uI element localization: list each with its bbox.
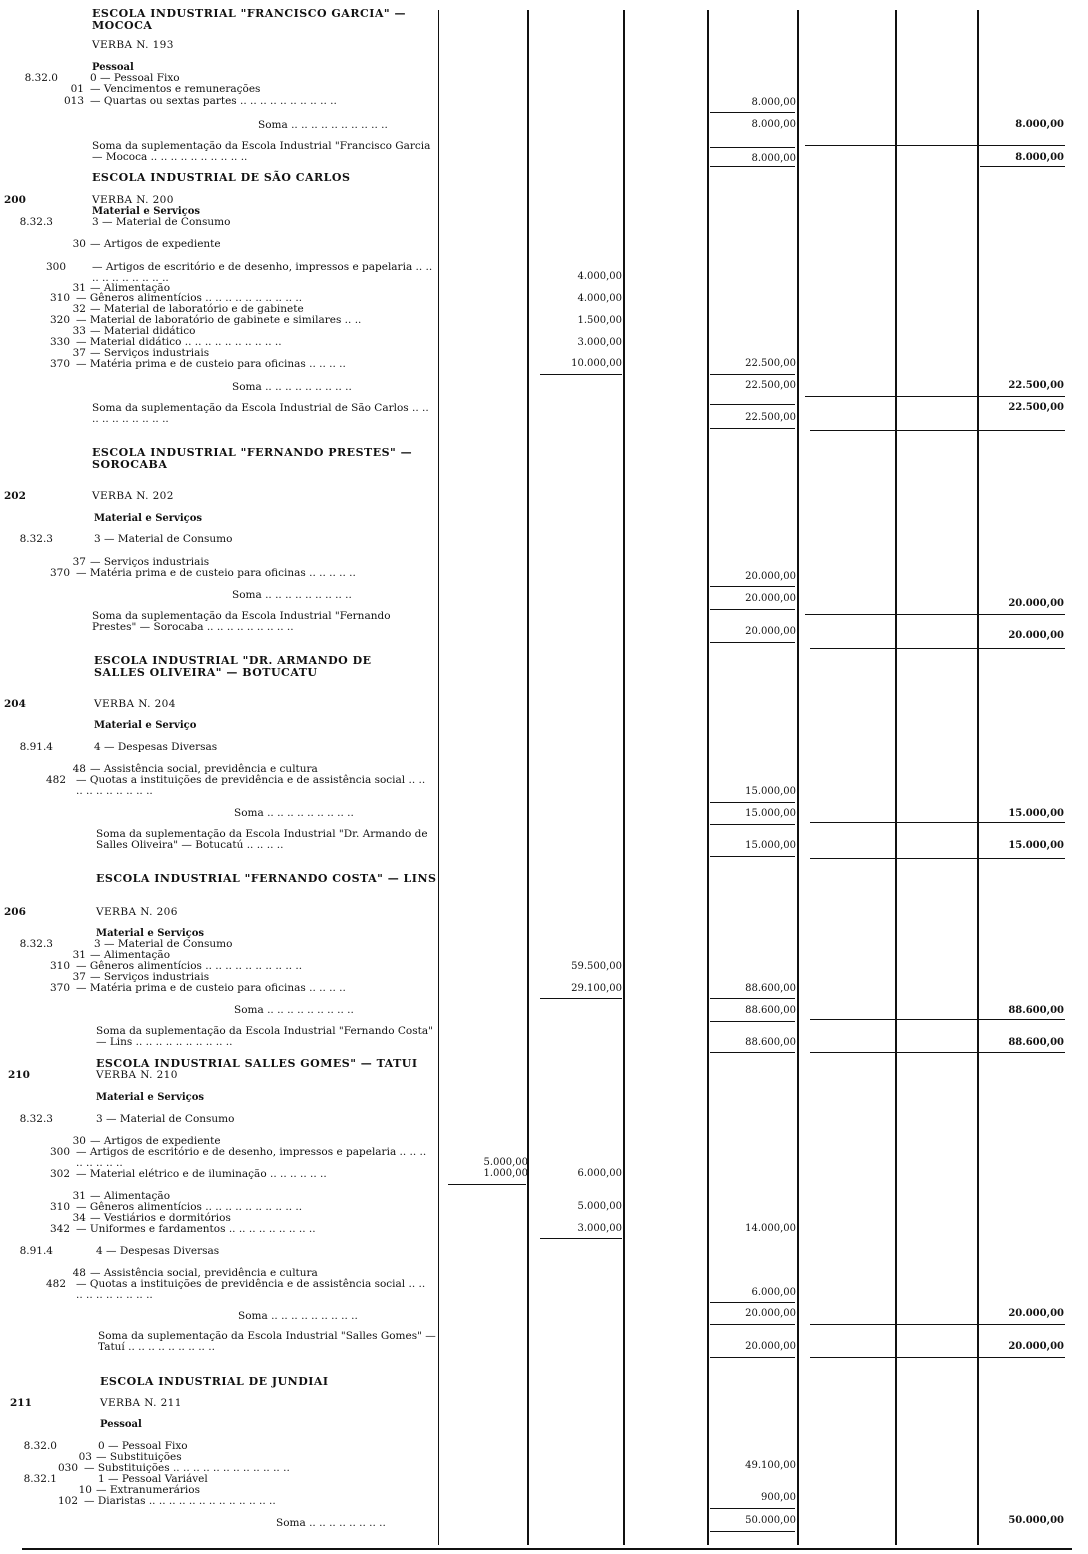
- value-cell: 29.100,00: [571, 983, 622, 994]
- soma-label: Soma .. .. .. .. .. .. .. .. ..: [232, 381, 352, 393]
- rule: [805, 614, 1065, 615]
- line-text: — Alimentação: [90, 1190, 171, 1202]
- value-cell: 1.500,00: [577, 315, 622, 326]
- value-cell: 3.000,00: [577, 1223, 622, 1234]
- rubric-code: 8.32.0: [23, 1440, 57, 1452]
- line-text: — Serviços industriais: [90, 971, 210, 983]
- line-code: 37: [72, 347, 86, 359]
- rule: [810, 1324, 1065, 1325]
- value-cell: 49.100,00: [745, 1460, 796, 1471]
- line-code: 310: [49, 1201, 70, 1213]
- line-code: 370: [49, 567, 70, 579]
- section-title: ESCOLA INDUSTRIAL "FRANCISCO GARCIA" — MOCOCA: [92, 7, 406, 32]
- rule: [710, 1531, 795, 1532]
- rule: [710, 166, 795, 167]
- soma-total: 20.000,00: [1008, 598, 1064, 609]
- value-cell: 6.000,00: [751, 1287, 796, 1298]
- verba-label: VERBA N. 210: [96, 1069, 178, 1081]
- total-grand: 20.000,00: [1008, 630, 1064, 641]
- line-code: 482: [45, 774, 66, 786]
- value-cell: 900,00: [761, 1492, 796, 1503]
- rule: [810, 822, 1065, 823]
- value-cell: 20.000,00: [745, 571, 796, 582]
- rule: [805, 396, 1065, 397]
- column-rule: [527, 10, 529, 1545]
- category-label: Material e Serviços: [96, 928, 205, 939]
- left-code: 210: [8, 1069, 30, 1081]
- verba-label: VERBA N. 204: [94, 698, 176, 710]
- rubric-label: 0 — Pessoal Fixo: [90, 72, 180, 84]
- category-label: Pessoal: [100, 1419, 142, 1430]
- rubric-label: 1 — Pessoal Variável: [98, 1473, 208, 1485]
- line-text: — Material de laboratório de gabinete e similares .. ..: [76, 314, 362, 326]
- rule: [810, 1019, 1065, 1020]
- rubric-code: 8.32.3: [19, 938, 53, 950]
- rubric-label: 4 — Despesas Diversas: [94, 741, 218, 753]
- line-code: 30: [72, 1135, 86, 1147]
- line-code: 302: [49, 1168, 70, 1180]
- line-code: 37: [72, 556, 86, 568]
- line-code: 31: [72, 949, 86, 961]
- total-label: Soma da suplementação da Escola Industrial "Dr. Armando de Salles Oliveira" — Botucatú .. .. .. ..: [96, 828, 428, 851]
- rubric-label: 0 — Pessoal Fixo: [98, 1440, 188, 1452]
- rule: [810, 648, 1065, 649]
- line-code: 320: [49, 314, 70, 326]
- soma-value: 50.000,00: [745, 1515, 796, 1526]
- rule: [710, 856, 795, 857]
- section-title: ESCOLA INDUSTRIAL DE SÃO CARLOS: [92, 171, 351, 184]
- rule: [710, 1021, 795, 1022]
- line-text: — Material didático .. .. .. .. .. .. .. .. .. ..: [76, 336, 282, 348]
- rule: [810, 430, 1065, 431]
- section-title: ESCOLA INDUSTRIAL "DR. ARMANDO DE SALLES OLIVEIRA" — BOTUCATU: [94, 654, 372, 679]
- line-text: — Assistência social, previdência e cultura: [90, 763, 318, 775]
- left-code: 202: [4, 490, 26, 502]
- total-label: Soma da suplementação da Escola Industrial de São Carlos .. .. .. .. .. .. .. .. .. ..: [92, 402, 429, 425]
- verba-label: VERBA N. 200: [92, 194, 174, 206]
- line-code: 370: [49, 982, 70, 994]
- line-text: — Gêneros alimentícios .. .. .. .. .. .. .. .. .. ..: [76, 292, 303, 304]
- total-label: Soma da suplementação da Escola Industrial "Fernando Costa" — Lins .. .. .. .. .. .. .. .. .. ..: [96, 1025, 433, 1048]
- line-text: — Artigos de escritório e de desenho, impressos e papelaria .. .. .. .. .. .. .. ..: [76, 1146, 427, 1169]
- line-code: 482: [45, 1278, 66, 1290]
- line-code: 300: [45, 261, 66, 273]
- value-cell: 88.600,00: [745, 983, 796, 994]
- line-code: 330: [49, 336, 70, 348]
- value-cell: 15.000,00: [745, 786, 796, 797]
- total-grand: 8.000,00: [1015, 152, 1064, 163]
- line-text: — Artigos de expediente: [90, 1135, 221, 1147]
- rule: [448, 1184, 526, 1185]
- line-text: — Substituições: [96, 1451, 182, 1463]
- rule: [710, 374, 795, 375]
- column-rule: [895, 10, 897, 1545]
- soma-value: 15.000,00: [745, 808, 796, 819]
- line-text: — Quotas a instituições de previdência e de assistência social .. .. .. .. .. .. .. .. .. ..: [76, 1278, 426, 1301]
- rule: [710, 1052, 795, 1053]
- total-value: 20.000,00: [745, 626, 796, 637]
- rule: [710, 428, 795, 429]
- total-value: 22.500,00: [745, 412, 796, 423]
- rule: [540, 998, 622, 999]
- value-cell: 5.000,00: [577, 1201, 622, 1212]
- rubric-code: 8.32.3: [19, 1113, 53, 1125]
- soma-total: 22.500,00: [1008, 380, 1064, 391]
- line-text: — Matéria prima e de custeio para oficinas .. .. .. .. ..: [76, 567, 356, 579]
- line-text: — Material didático: [90, 325, 196, 337]
- line-code: 34: [72, 1212, 86, 1224]
- verba-label: VERBA N. 202: [92, 490, 174, 502]
- value-cell: 4.000,00: [577, 293, 622, 304]
- line-text: — Uniformes e fardamentos .. .. .. .. .. .. .. .. ..: [76, 1223, 316, 1235]
- soma-total: 50.000,00: [1008, 1515, 1064, 1526]
- rubric-code: 8.91.4: [19, 1245, 53, 1257]
- line-text: — Assistência social, previdência e cultura: [90, 1267, 318, 1279]
- line-text: — Material de laboratório e de gabinete: [90, 303, 304, 315]
- line-code: 03: [78, 1451, 92, 1463]
- line-code: 300: [49, 1146, 70, 1158]
- soma-total: 88.600,00: [1008, 1005, 1064, 1016]
- bottom-rule: [22, 1548, 1072, 1550]
- line-text: — Extranumerários: [96, 1484, 200, 1496]
- rubric-label: 3 — Material de Consumo: [94, 533, 233, 545]
- soma-label: Soma .. .. .. .. .. .. .. ..: [276, 1517, 386, 1529]
- rule: [540, 1238, 622, 1239]
- rule: [810, 858, 1065, 859]
- total-value: 8.000,00: [751, 153, 796, 164]
- line-code: 32: [72, 303, 86, 315]
- rubric-label: 3 — Material de Consumo: [94, 938, 233, 950]
- rule: [710, 147, 795, 148]
- line-text: — Diaristas .. .. .. .. .. .. .. .. .. .. .. .. ..: [84, 1495, 276, 1507]
- line-code: 370: [49, 358, 70, 370]
- rubric-code: 8.91.4: [19, 741, 53, 753]
- rule: [810, 1357, 1065, 1358]
- column-rule: [623, 10, 625, 1545]
- category-label: Material e Serviços: [94, 513, 203, 524]
- rule: [710, 112, 795, 113]
- soma-value: 88.600,00: [745, 1005, 796, 1016]
- rule: [710, 1508, 795, 1509]
- line-code: 33: [72, 325, 86, 337]
- line-code: 102: [57, 1495, 78, 1507]
- column-rule: [977, 10, 979, 1545]
- value-cell: 14.000,00: [745, 1223, 796, 1234]
- rule: [710, 642, 795, 643]
- line-text: — Alimentação: [90, 949, 171, 961]
- total-label: Soma da suplementação da Escola Industrial "Salles Gomes" — Tatuí .. .. .. .. .. .. .. .. ..: [98, 1330, 436, 1353]
- total-grand: 15.000,00: [1008, 840, 1064, 851]
- line-text: — Material elétrico e de iluminação .. .. .. .. .. ..: [76, 1168, 327, 1180]
- rule: [710, 1302, 795, 1303]
- soma-value: 20.000,00: [745, 593, 796, 604]
- verba-label: VERBA N. 206: [96, 906, 178, 918]
- line-text: — Vencimentos e remunerações: [90, 83, 261, 95]
- category-label: Material e Serviços: [96, 1092, 205, 1103]
- section-title: ESCOLA INDUSTRIAL SALLES GOMES" — TATUI: [96, 1057, 418, 1070]
- total-value: 15.000,00: [745, 840, 796, 851]
- line-text: — Quotas a instituições de previdência e de assistência social .. .. .. .. .. .. .. .. .. ..: [76, 774, 426, 797]
- rubric-label: 3 — Material de Consumo: [96, 1113, 235, 1125]
- section-title: ESCOLA INDUSTRIAL DE JUNDIAI: [100, 1375, 329, 1388]
- rubric-code: 8.32.3: [19, 533, 53, 545]
- line-code: 31: [72, 282, 86, 294]
- line-text: — Serviços industriais: [90, 347, 210, 359]
- line-text: — Artigos de expediente: [90, 238, 221, 250]
- line-code: 48: [72, 1267, 86, 1279]
- soma-total: 15.000,00: [1008, 808, 1064, 819]
- value-cell: 22.500,00: [745, 358, 796, 369]
- rule: [980, 166, 1065, 167]
- line-text: — Matéria prima e de custeio para oficinas .. .. .. ..: [76, 982, 346, 994]
- soma-label: Soma .. .. .. .. .. .. .. .. ..: [234, 1004, 354, 1016]
- soma-total: 8.000,00: [1015, 119, 1064, 130]
- line-code: 342: [49, 1223, 70, 1235]
- value-cell: 8.000,00: [751, 97, 796, 108]
- left-code: 206: [4, 906, 26, 918]
- value-cell: 4.000,00: [577, 271, 622, 282]
- line-code: 013: [63, 95, 84, 107]
- value-cell: 3.000,00: [577, 337, 622, 348]
- total-grand: 88.600,00: [1008, 1037, 1064, 1048]
- total-label: Soma da suplementação da Escola Industrial "Francisco Garcia — Mococa .. .. .. .. .. .. .. .. .. ..: [92, 140, 431, 163]
- total-grand: 22.500,00: [1008, 402, 1064, 413]
- rubric-label: 4 — Despesas Diversas: [96, 1245, 220, 1257]
- verba-label: VERBA N. 211: [100, 1397, 182, 1409]
- line-text: — Serviços industriais: [90, 556, 210, 568]
- line-code: 10: [78, 1484, 92, 1496]
- left-code: 211: [10, 1397, 32, 1409]
- category-label: Material e Serviços: [92, 206, 201, 217]
- verba-label: VERBA N. 193: [92, 39, 174, 51]
- value-cell: 5.000,00: [483, 1157, 528, 1168]
- line-code: 48: [72, 763, 86, 775]
- rubric-code: 8.32.1: [23, 1473, 57, 1485]
- rule: [540, 374, 622, 375]
- line-code: 310: [49, 292, 70, 304]
- soma-value: 22.500,00: [745, 380, 796, 391]
- soma-total: 20.000,00: [1008, 1308, 1064, 1319]
- line-code: 37: [72, 971, 86, 983]
- line-code: 01: [70, 83, 84, 95]
- rule: [710, 998, 795, 999]
- rule: [710, 609, 795, 610]
- line-code: 30: [72, 238, 86, 250]
- rule: [710, 1357, 795, 1358]
- total-value: 20.000,00: [745, 1341, 796, 1352]
- rule: [810, 1052, 1065, 1053]
- soma-label: Soma .. .. .. .. .. .. .. .. ..: [234, 807, 354, 819]
- column-rule: [438, 10, 439, 1545]
- line-text: — Quartas ou sextas partes .. .. .. .. .. .. .. .. .. ..: [90, 95, 337, 107]
- soma-value: 20.000,00: [745, 1308, 796, 1319]
- line-text: — Alimentação: [90, 282, 171, 294]
- section-title: ESCOLA INDUSTRIAL "FERNANDO COSTA" — LINS: [96, 872, 437, 885]
- left-code: 200: [4, 194, 26, 206]
- rule: [710, 1324, 795, 1325]
- left-code: 204: [4, 698, 26, 710]
- rule: [710, 824, 795, 825]
- category-label: Material e Serviço: [94, 720, 197, 731]
- column-rule: [797, 10, 799, 1545]
- value-cell: 6.000,00: [577, 1168, 622, 1179]
- line-code: 030: [57, 1462, 78, 1474]
- value-cell: 59.500,00: [571, 961, 622, 972]
- total-grand: 20.000,00: [1008, 1341, 1064, 1352]
- value-cell: 1.000,00: [483, 1168, 528, 1179]
- soma-label: Soma .. .. .. .. .. .. .. .. .. ..: [258, 119, 388, 131]
- line-code: 310: [49, 960, 70, 972]
- rule: [710, 586, 795, 587]
- rule: [805, 145, 1065, 146]
- value-cell: 10.000,00: [571, 358, 622, 369]
- line-text: — Gêneros alimentícios .. .. .. .. .. .. .. .. .. ..: [76, 1201, 303, 1213]
- line-text: — Substituições .. .. .. .. .. .. .. .. .. .. .. ..: [84, 1462, 290, 1474]
- line-code: 31: [72, 1190, 86, 1202]
- line-text: — Vestiários e dormitórios: [90, 1212, 231, 1224]
- line-text: — Artigos de escritório e de desenho, impressos e papelaria .. .. .. .. .. .. .. .. .. ..: [92, 261, 433, 284]
- rule: [710, 802, 795, 803]
- soma-label: Soma .. .. .. .. .. .. .. .. ..: [238, 1310, 358, 1322]
- category-label: Pessoal: [92, 62, 134, 73]
- rule: [710, 404, 795, 405]
- line-text: — Gêneros alimentícios .. .. .. .. .. .. .. .. .. ..: [76, 960, 303, 972]
- soma-value: 8.000,00: [751, 119, 796, 130]
- soma-label: Soma .. .. .. .. .. .. .. .. ..: [232, 589, 352, 601]
- rubric-code: 8.32.3: [19, 216, 53, 228]
- total-value: 88.600,00: [745, 1037, 796, 1048]
- rubric-code: 8.32.0: [24, 72, 58, 84]
- section-title: ESCOLA INDUSTRIAL "FERNANDO PRESTES" — SOROCABA: [92, 446, 413, 471]
- line-text: — Matéria prima e de custeio para oficinas .. .. .. ..: [76, 358, 346, 370]
- total-label: Soma da suplementação da Escola Industrial "Fernando Prestes" — Sorocaba .. .. .. .. .. .. .. .. ..: [92, 610, 391, 633]
- rubric-label: 3 — Material de Consumo: [92, 216, 231, 228]
